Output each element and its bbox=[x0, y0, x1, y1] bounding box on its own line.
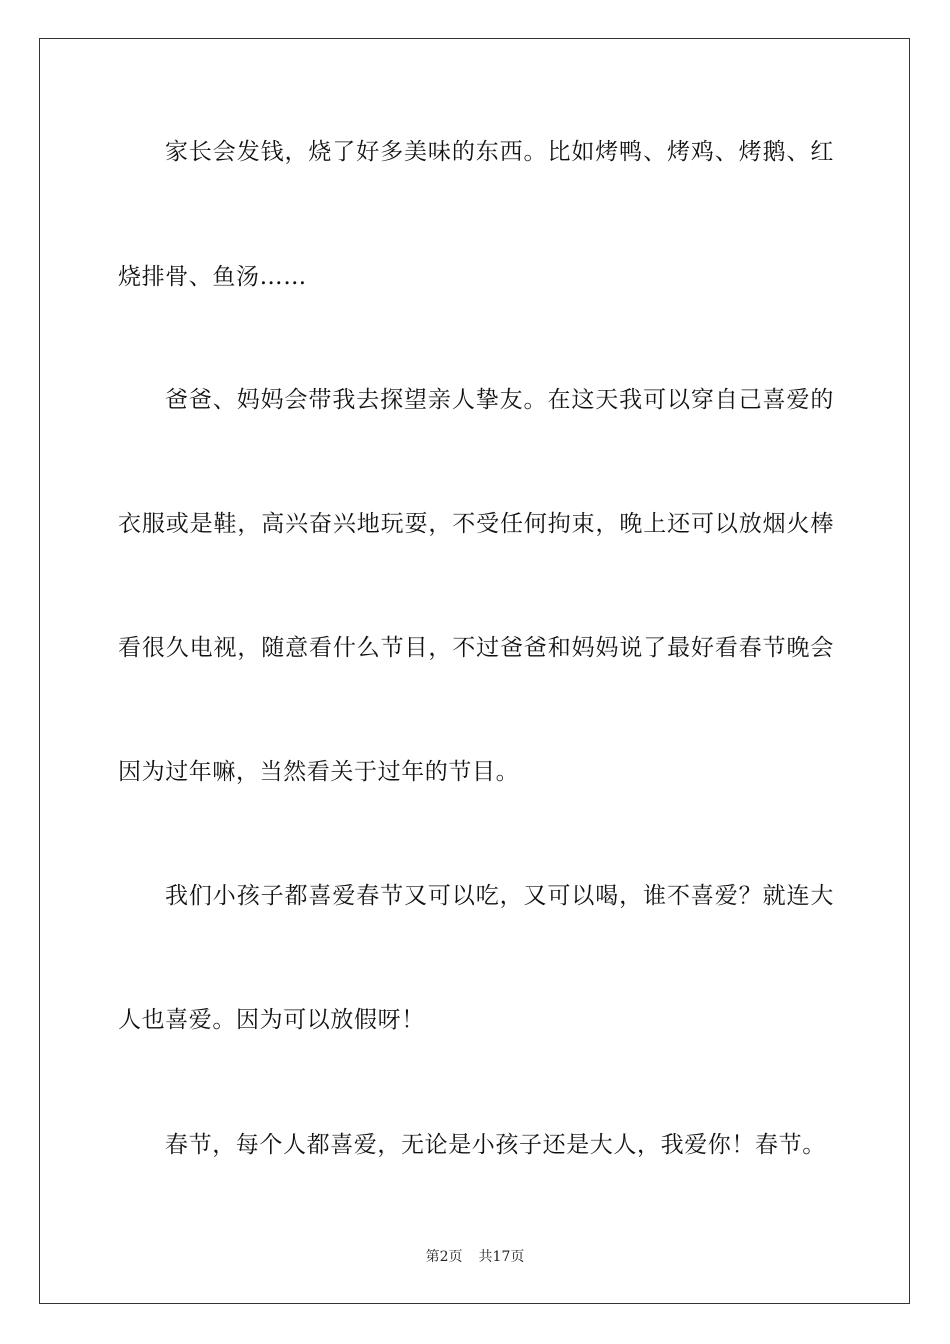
page-number: 第2页 bbox=[425, 1249, 463, 1265]
paragraph-4-line-1: 春节，每个人都喜爱，无论是小孩子还是大人，我爱你！春节。 bbox=[165, 1132, 826, 1158]
paragraph-1-line-2: 烧排骨、鱼汤…… bbox=[118, 264, 307, 290]
paragraph-3-line-2: 人也喜爱。因为可以放假呀！ bbox=[118, 1007, 425, 1033]
paragraph-2-line-1: 爸爸、妈妈会带我去探望亲人挚友。在这天我可以穿自己喜爱的 bbox=[165, 387, 834, 413]
paragraph-2-line-4: 因为过年嘛，当然看关于过年的节目。 bbox=[118, 759, 520, 785]
paragraph-3-line-1: 我们小孩子都喜爱春节又可以吃，又可以喝，谁不喜爱？就连大 bbox=[165, 883, 834, 909]
paragraph-1-line-1: 家长会发钱，烧了好多美味的东西。比如烤鸭、烤鸡、烤鹅、红 bbox=[165, 139, 834, 165]
page-total: 共17页 bbox=[478, 1249, 525, 1265]
paragraph-2-line-2: 衣服或是鞋，高兴奋兴地玩耍，不受任何拘束，晚上还可以放烟火棒 bbox=[118, 511, 834, 537]
page-border bbox=[39, 38, 910, 1304]
paragraph-2-line-3: 看很久电视，随意看什么节目，不过爸爸和妈妈说了最好看春节晚会 bbox=[118, 635, 834, 661]
page-footer bbox=[0, 1247, 950, 1267]
